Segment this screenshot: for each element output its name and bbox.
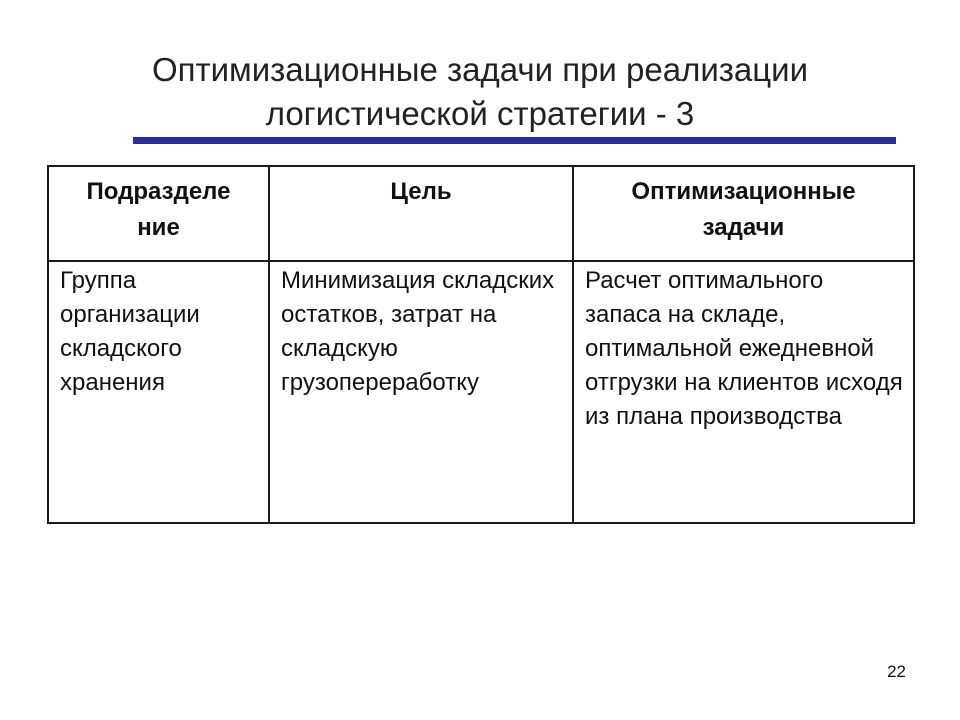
header-cell-goal xyxy=(269,166,573,261)
header-goal-label: Цель xyxy=(390,178,452,205)
header-tasks-line-1: Оптимизационные xyxy=(631,178,856,205)
slide-title-line-2: логистической стратегии - 3 xyxy=(265,95,695,132)
optimization-tasks-table xyxy=(47,165,915,524)
cell-unit: Группа организации складского хранения xyxy=(48,261,269,523)
table-header-row xyxy=(48,166,914,261)
header-cell-unit xyxy=(48,166,269,261)
cell-goal: Минимизация складских остатков, затрат на складскую грузопереработку xyxy=(269,261,573,523)
cell-tasks: Расчет оптимального запаса на складе, оптимальной ежедневной отгрузки на клиентов исходя из плана производства xyxy=(573,261,914,523)
page-number: 22 xyxy=(887,662,906,681)
header-tasks-line-2: задачи xyxy=(702,214,785,241)
table-row xyxy=(48,261,914,523)
slide-title xyxy=(60,48,900,136)
header-unit-line-1: Подразделе xyxy=(86,178,231,205)
header-unit-line-2: ние xyxy=(137,214,180,241)
slide-title-line-1: Оптимизационные задачи при реализации xyxy=(151,51,809,88)
header-cell-tasks xyxy=(573,166,914,261)
title-underline-rule xyxy=(133,137,896,144)
